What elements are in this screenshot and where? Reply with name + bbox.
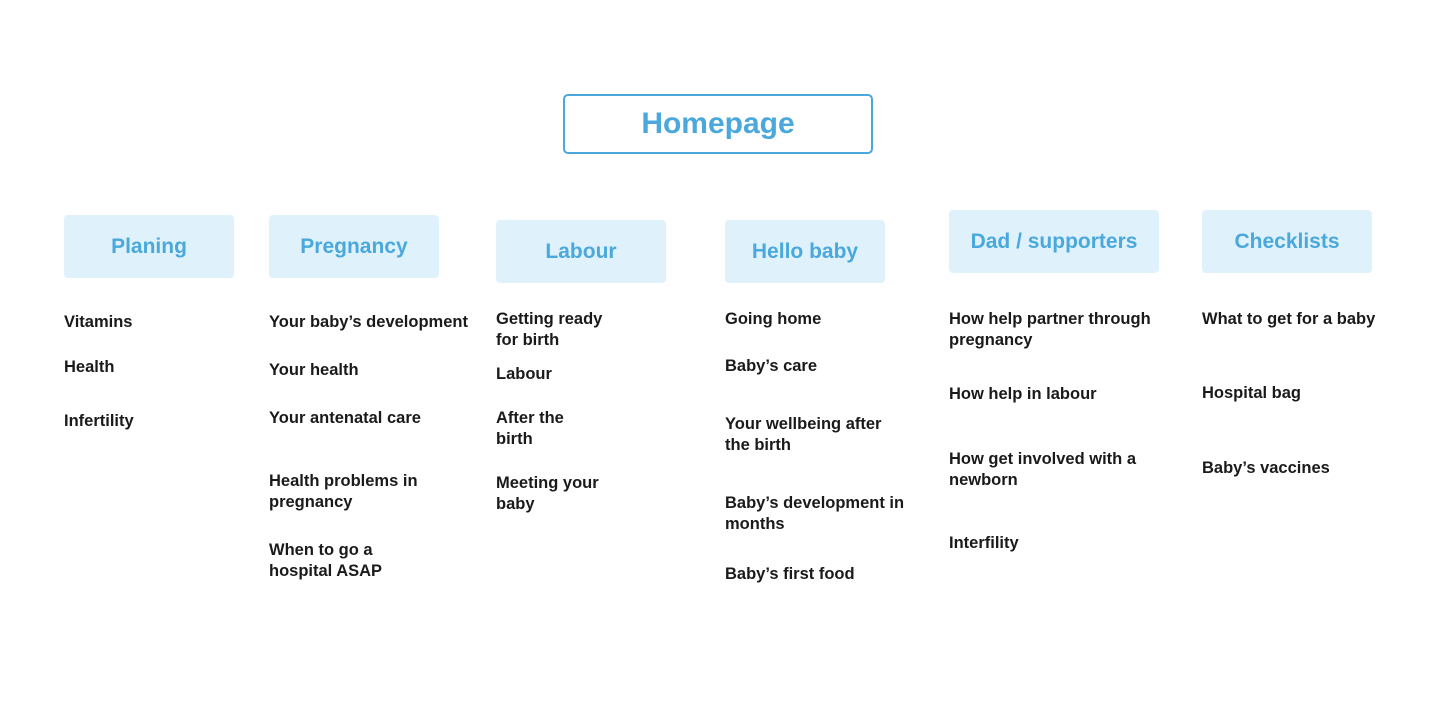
- category-label: Checklists: [1234, 229, 1340, 253]
- homepage-label: Homepage: [641, 107, 795, 140]
- category-planing[interactable]: [64, 215, 234, 278]
- dad-item-help-labour[interactable]: How help in labour: [949, 385, 1097, 403]
- labour-item-meeting-baby[interactable]: Meeting your baby: [496, 474, 599, 513]
- labour-item-getting-ready[interactable]: Getting ready for birth: [496, 310, 603, 349]
- checklists-item-vaccines[interactable]: Baby’s vaccines: [1202, 459, 1330, 477]
- labour-item-labour[interactable]: Labour: [496, 365, 552, 383]
- category-label: Dad / supporters: [970, 229, 1138, 253]
- pregnancy-item-baby-development[interactable]: Your baby’s development: [269, 313, 468, 331]
- checklists-item-hospital-bag[interactable]: Hospital bag: [1202, 384, 1302, 402]
- category-label: Labour: [545, 239, 617, 263]
- category-label: Hello baby: [751, 239, 859, 263]
- pregnancy-item-health-problems[interactable]: Health problems in pregnancy: [269, 472, 418, 511]
- labour-item-after-birth[interactable]: After the birth: [496, 409, 564, 448]
- dad-item-help-partner[interactable]: How help partner through pregnancy: [949, 310, 1151, 349]
- pregnancy-item-go-hospital[interactable]: When to go a hospital ASAP: [269, 541, 383, 580]
- planing-item-infertility[interactable]: Infertility: [64, 412, 134, 430]
- category-labour[interactable]: [496, 220, 666, 283]
- hello-baby-item-going-home[interactable]: Going home: [725, 310, 822, 328]
- dad-item-newborn[interactable]: How get involved with a newborn: [949, 450, 1137, 489]
- category-label: Pregnancy: [300, 234, 408, 258]
- hello-baby-item-first-food[interactable]: Baby’s first food: [725, 565, 855, 583]
- hello-baby-item-wellbeing[interactable]: Your wellbeing after the birth: [725, 415, 882, 454]
- category-hello-baby[interactable]: [725, 220, 885, 283]
- hello-baby-item-development-months[interactable]: Baby’s development in months: [725, 494, 905, 533]
- category-label: Planing: [111, 234, 187, 258]
- checklists-item-what-to-get[interactable]: What to get for a baby: [1202, 310, 1376, 328]
- homepage-node[interactable]: [563, 94, 873, 154]
- hello-baby-item-babys-care[interactable]: Baby’s care: [725, 357, 818, 375]
- planing-item-vitamins[interactable]: Vitamins: [64, 313, 133, 331]
- pregnancy-item-antenatal-care[interactable]: Your antenatal care: [269, 409, 421, 427]
- dad-item-interfility[interactable]: Interfility: [949, 534, 1019, 552]
- category-pregnancy[interactable]: [269, 215, 439, 278]
- category-dad-supporters[interactable]: [949, 210, 1159, 273]
- pregnancy-item-your-health[interactable]: Your health: [269, 361, 359, 379]
- planing-item-health[interactable]: Health: [64, 358, 115, 376]
- category-checklists[interactable]: [1202, 210, 1372, 273]
